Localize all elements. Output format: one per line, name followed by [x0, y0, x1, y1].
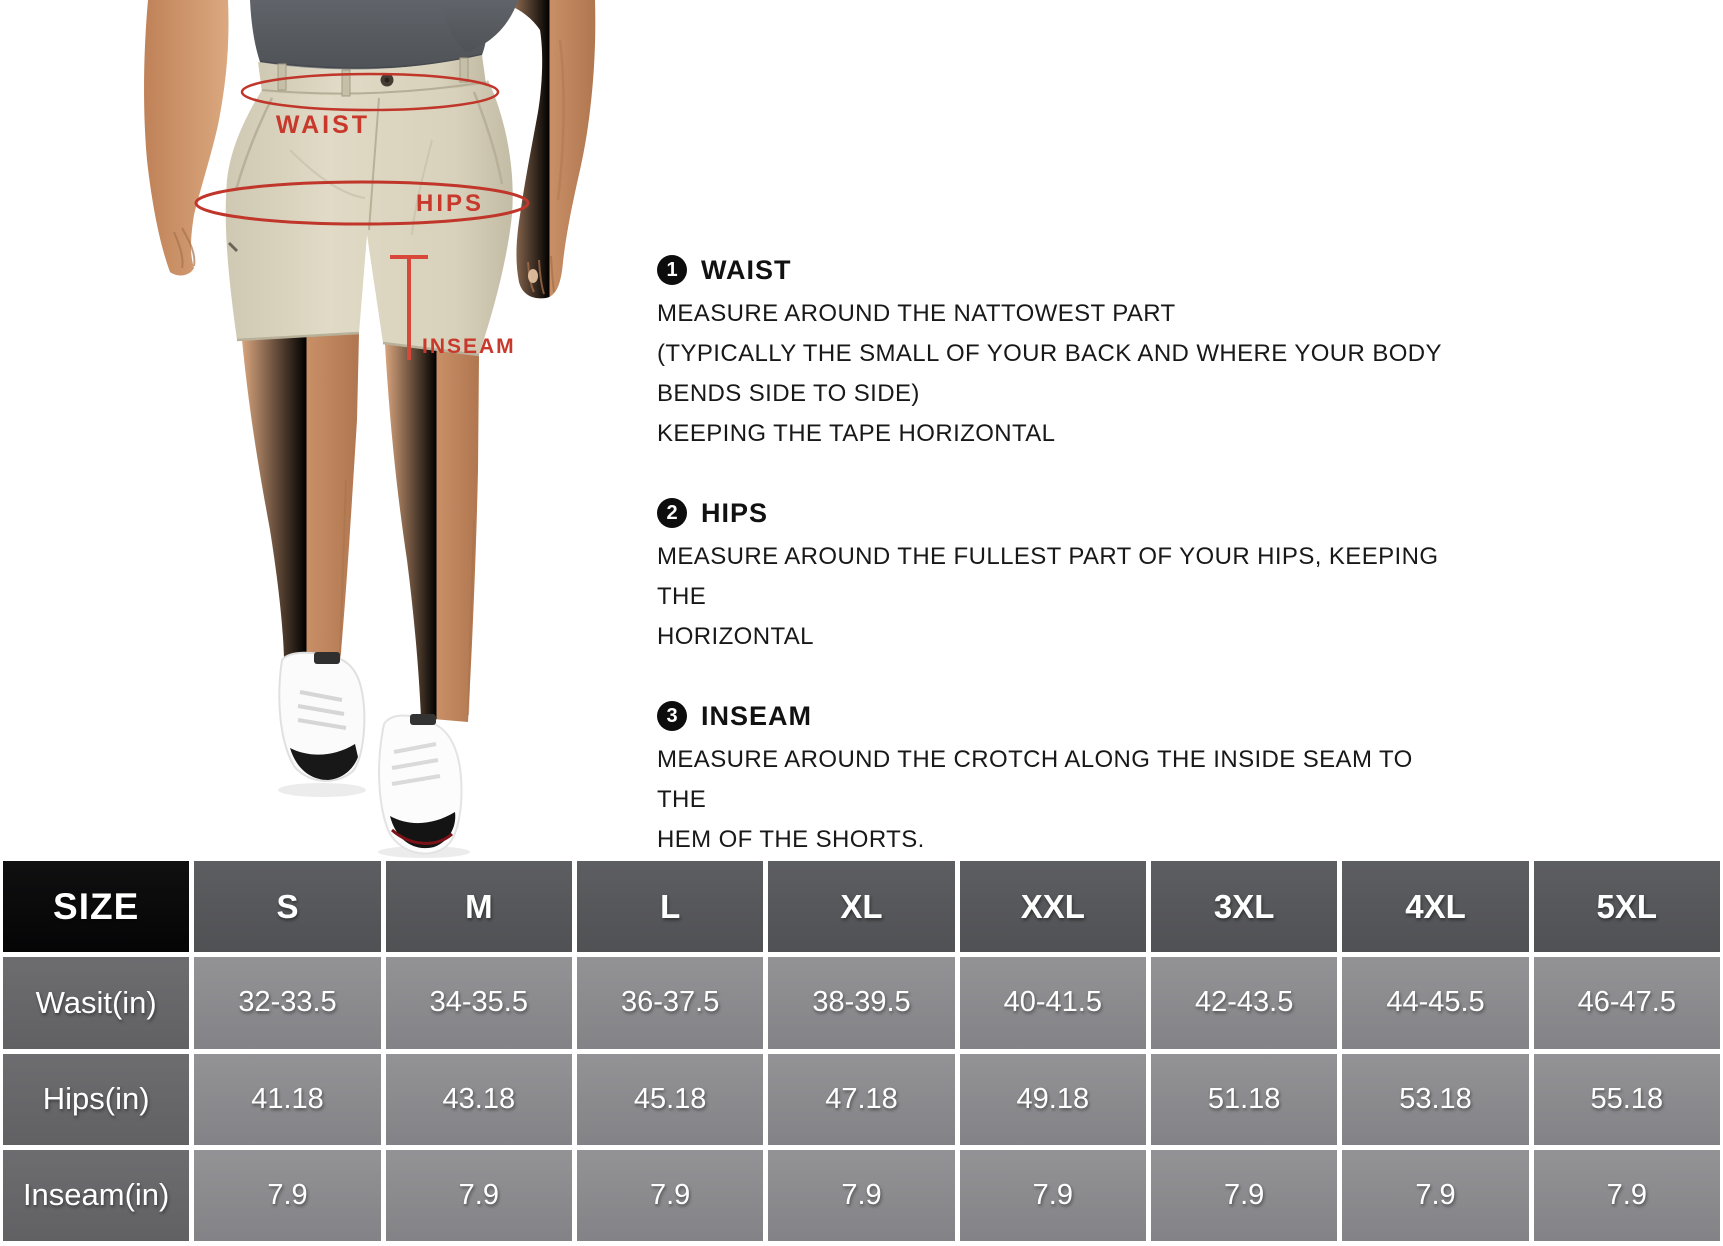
section-title-hips: HIPS: [701, 497, 769, 528]
table-cell: 55.18: [1534, 1054, 1720, 1145]
badge-3-icon: 3: [657, 701, 687, 731]
table-header-s: S: [194, 861, 380, 952]
instruction-line: MEASURE AROUND THE FULLEST PART OF YOUR HIPS, KEEPING THE: [657, 543, 1439, 610]
instruction-line: (TYPICALLY THE SMALL OF YOUR BACK AND WHERE YOUR BODY: [657, 340, 1442, 367]
section-title-inseam: INSEAM: [701, 700, 813, 731]
row-label-hips: Hips(in): [3, 1054, 189, 1145]
table-cell: 36-37.5: [577, 957, 763, 1048]
size-chart-table: [3, 861, 1720, 1241]
table-cell: 41.18: [194, 1054, 380, 1145]
instruction-line: BENDS SIDE TO SIDE): [657, 380, 920, 407]
hips-annotation-label: HIPS: [415, 190, 485, 217]
measuring-instructions: [657, 253, 1457, 902]
left-arm: [144, 0, 228, 275]
table-cell: 46-47.5: [1534, 957, 1720, 1048]
table-cell: 53.18: [1342, 1054, 1528, 1145]
table-cell: 34-35.5: [386, 957, 572, 1048]
hips-section: [657, 496, 1457, 657]
table-cell: 47.18: [768, 1054, 954, 1145]
instruction-line: KEEPING THE TAPE HORIZONTAL: [657, 420, 1056, 447]
table-cell: 7.9: [577, 1150, 763, 1241]
table-header-xxl: XXL: [960, 861, 1146, 952]
table-cell: 40-41.5: [960, 957, 1146, 1048]
table-cell: 7.9: [1342, 1150, 1528, 1241]
table-cell: 44-45.5: [1342, 957, 1528, 1048]
table-cell: 7.9: [194, 1150, 380, 1241]
instruction-line: HORIZONTAL: [657, 623, 814, 650]
table-cell: 45.18: [577, 1054, 763, 1145]
inseam-annotation-label: INSEAM: [422, 335, 516, 358]
right-shoe: [379, 714, 461, 854]
left-shoe: [279, 652, 364, 781]
legs: [242, 334, 479, 722]
section-title-waist: WAIST: [701, 254, 792, 285]
model-figure-svg: [130, 0, 600, 858]
waist-section: [657, 253, 1457, 454]
row-label-waist: Wasit(in): [3, 957, 189, 1048]
table-header-size: SIZE: [3, 861, 189, 952]
table-header-3xl: 3XL: [1151, 861, 1337, 952]
shoe-shadow: [278, 783, 366, 797]
instruction-line: MEASURE AROUND THE NATTOWEST PART: [657, 300, 1176, 327]
instruction-line: HEM OF THE SHORTS.: [657, 826, 925, 853]
row-label-inseam: Inseam(in): [3, 1150, 189, 1241]
table-cell: 43.18: [386, 1054, 572, 1145]
badge-1-icon: 1: [657, 255, 687, 285]
table-cell: 42-43.5: [1151, 957, 1337, 1048]
table-header-xl: XL: [768, 861, 954, 952]
table-header-5xl: 5XL: [1534, 861, 1720, 952]
table-cell: 38-39.5: [768, 957, 954, 1048]
model-figure: [130, 0, 600, 858]
table-cell: 49.18: [960, 1054, 1146, 1145]
table-cell: 7.9: [386, 1150, 572, 1241]
table-header-l: L: [577, 861, 763, 952]
instruction-line: MEASURE AROUND THE CROTCH ALONG THE INSIDE SEAM TO THE: [657, 746, 1413, 813]
table-header-4xl: 4XL: [1342, 861, 1528, 952]
table-header-m: M: [386, 861, 572, 952]
table-cell: 51.18: [1151, 1054, 1337, 1145]
table-cell: 32-33.5: [194, 957, 380, 1048]
table-cell: 7.9: [768, 1150, 954, 1241]
badge-2-icon: 2: [657, 498, 687, 528]
waist-annotation-label: WAIST: [275, 111, 371, 139]
table-cell: 7.9: [960, 1150, 1146, 1241]
table-cell: 7.9: [1151, 1150, 1337, 1241]
table-cell: 7.9: [1534, 1150, 1720, 1241]
inseam-section: [657, 699, 1457, 860]
